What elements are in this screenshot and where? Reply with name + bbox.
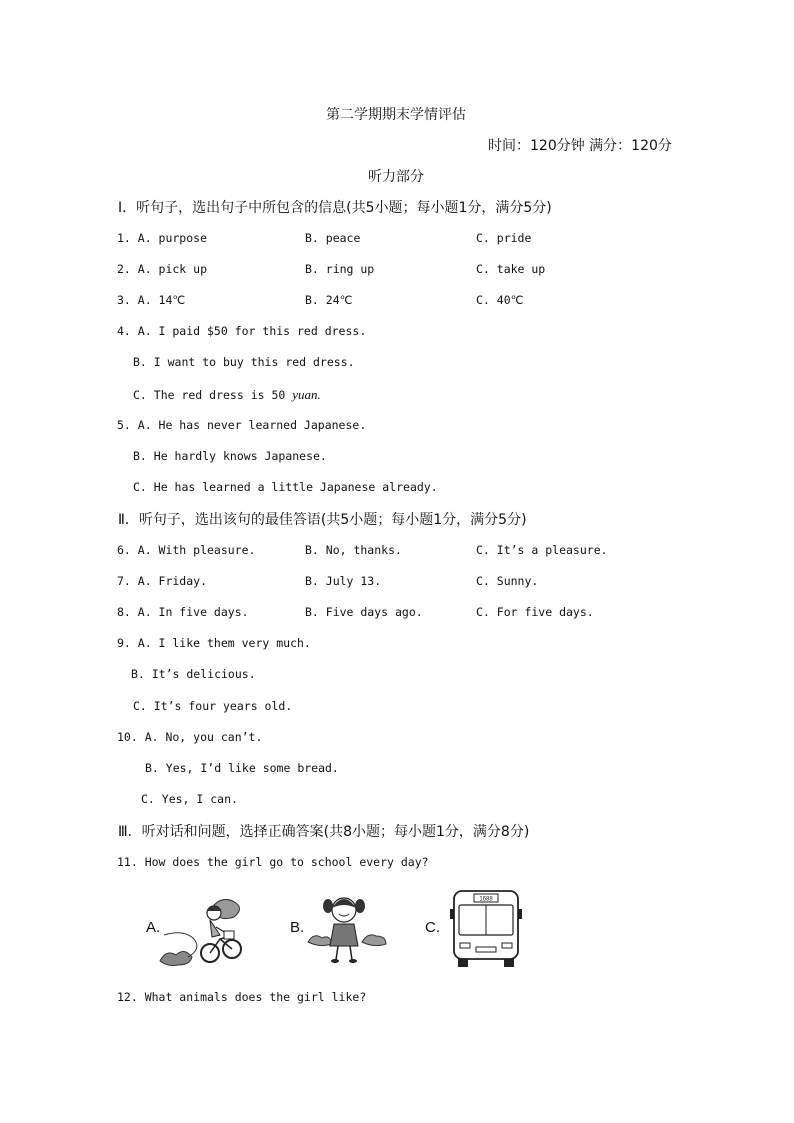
q11-label-a: A. xyxy=(146,919,161,936)
girl-riding-bike-icon xyxy=(156,893,246,968)
q2-option-b: B. ring up xyxy=(305,262,375,276)
q5-option-a: 5. A. He has never learned Japanese. xyxy=(117,418,367,432)
q8-option-a: 8. A. In five days. xyxy=(117,605,249,619)
q11-label-b: B. xyxy=(290,919,305,936)
q8-option-b: B. Five days ago. xyxy=(305,605,423,619)
q3-option-c: C. 40℃ xyxy=(476,293,524,307)
q12-question: 12. What animals does the girl like? xyxy=(117,990,367,1004)
q2-option-c: C. take up xyxy=(476,262,546,276)
q9-option-c: C. It’s four years old. xyxy=(133,699,293,713)
q4-option-b: B. I want to buy this red dress. xyxy=(133,355,355,369)
q6-option-b: B. No, thanks. xyxy=(305,543,402,557)
q2-option-a: 2. A. pick up xyxy=(117,262,208,276)
q10-option-c: C. Yes, I can. xyxy=(141,792,238,806)
q3-option-b: B. 24℃ xyxy=(305,293,353,307)
q11-question: 11. How does the girl go to school every day? xyxy=(117,855,429,869)
girl-walking-icon xyxy=(306,890,388,966)
q7-option-c: C. Sunny. xyxy=(476,574,539,588)
time-score: 时间：120分钟 满分：120分 xyxy=(488,138,672,154)
part-title: 听力部分 xyxy=(368,169,424,185)
q8-option-c: C. For five days. xyxy=(476,605,594,619)
bus-route-number: 1688 xyxy=(479,896,493,903)
q7-option-a: 7. A. Friday. xyxy=(117,574,208,588)
q4-option-c-italic: yuan. xyxy=(292,387,321,402)
section-1-heading: Ⅰ．听句子，选出句子中所包含的信息(共5小题；每小题1分，满分5分) xyxy=(118,200,552,216)
q4-option-a: 4. A. I paid $50 for this red dress. xyxy=(117,324,367,338)
q11-label-c: C. xyxy=(425,919,440,936)
q6-option-a: 6. A. With pleasure. xyxy=(117,543,256,557)
q1-option-b: B. peace xyxy=(305,231,361,245)
q9-option-b: B. It’s delicious. xyxy=(131,667,256,681)
q7-option-b: B. July 13. xyxy=(305,574,382,588)
q4-option-c-text: C. The red dress is 50 xyxy=(133,388,286,402)
q4-option-c xyxy=(133,387,321,403)
q6-option-c: C. It’s a pleasure. xyxy=(476,543,608,557)
q5-option-b: B. He hardly knows Japanese. xyxy=(133,449,327,463)
q1-option-c: C. pride xyxy=(476,231,532,245)
section-3-heading: Ⅲ．听对话和问题，选择正确答案(共8小题；每小题1分，满分8分) xyxy=(118,824,530,840)
q5-option-c: C. He has learned a little Japanese already. xyxy=(133,480,438,494)
q9-option-a: 9. A. I like them very much. xyxy=(117,636,311,650)
page-title: 第二学期期末学情评估 xyxy=(326,107,466,123)
section-2-heading: Ⅱ．听句子，选出该句的最佳答语(共5小题；每小题1分，满分5分) xyxy=(118,512,527,528)
q10-option-a: 10. A. No, you can’t. xyxy=(117,730,263,744)
bus-icon xyxy=(448,887,524,969)
q1-option-a: 1. A. purpose xyxy=(117,231,208,245)
q3-option-a: 3. A. 14℃ xyxy=(117,293,186,307)
q10-option-b: B. Yes, I’d like some bread. xyxy=(145,761,339,775)
